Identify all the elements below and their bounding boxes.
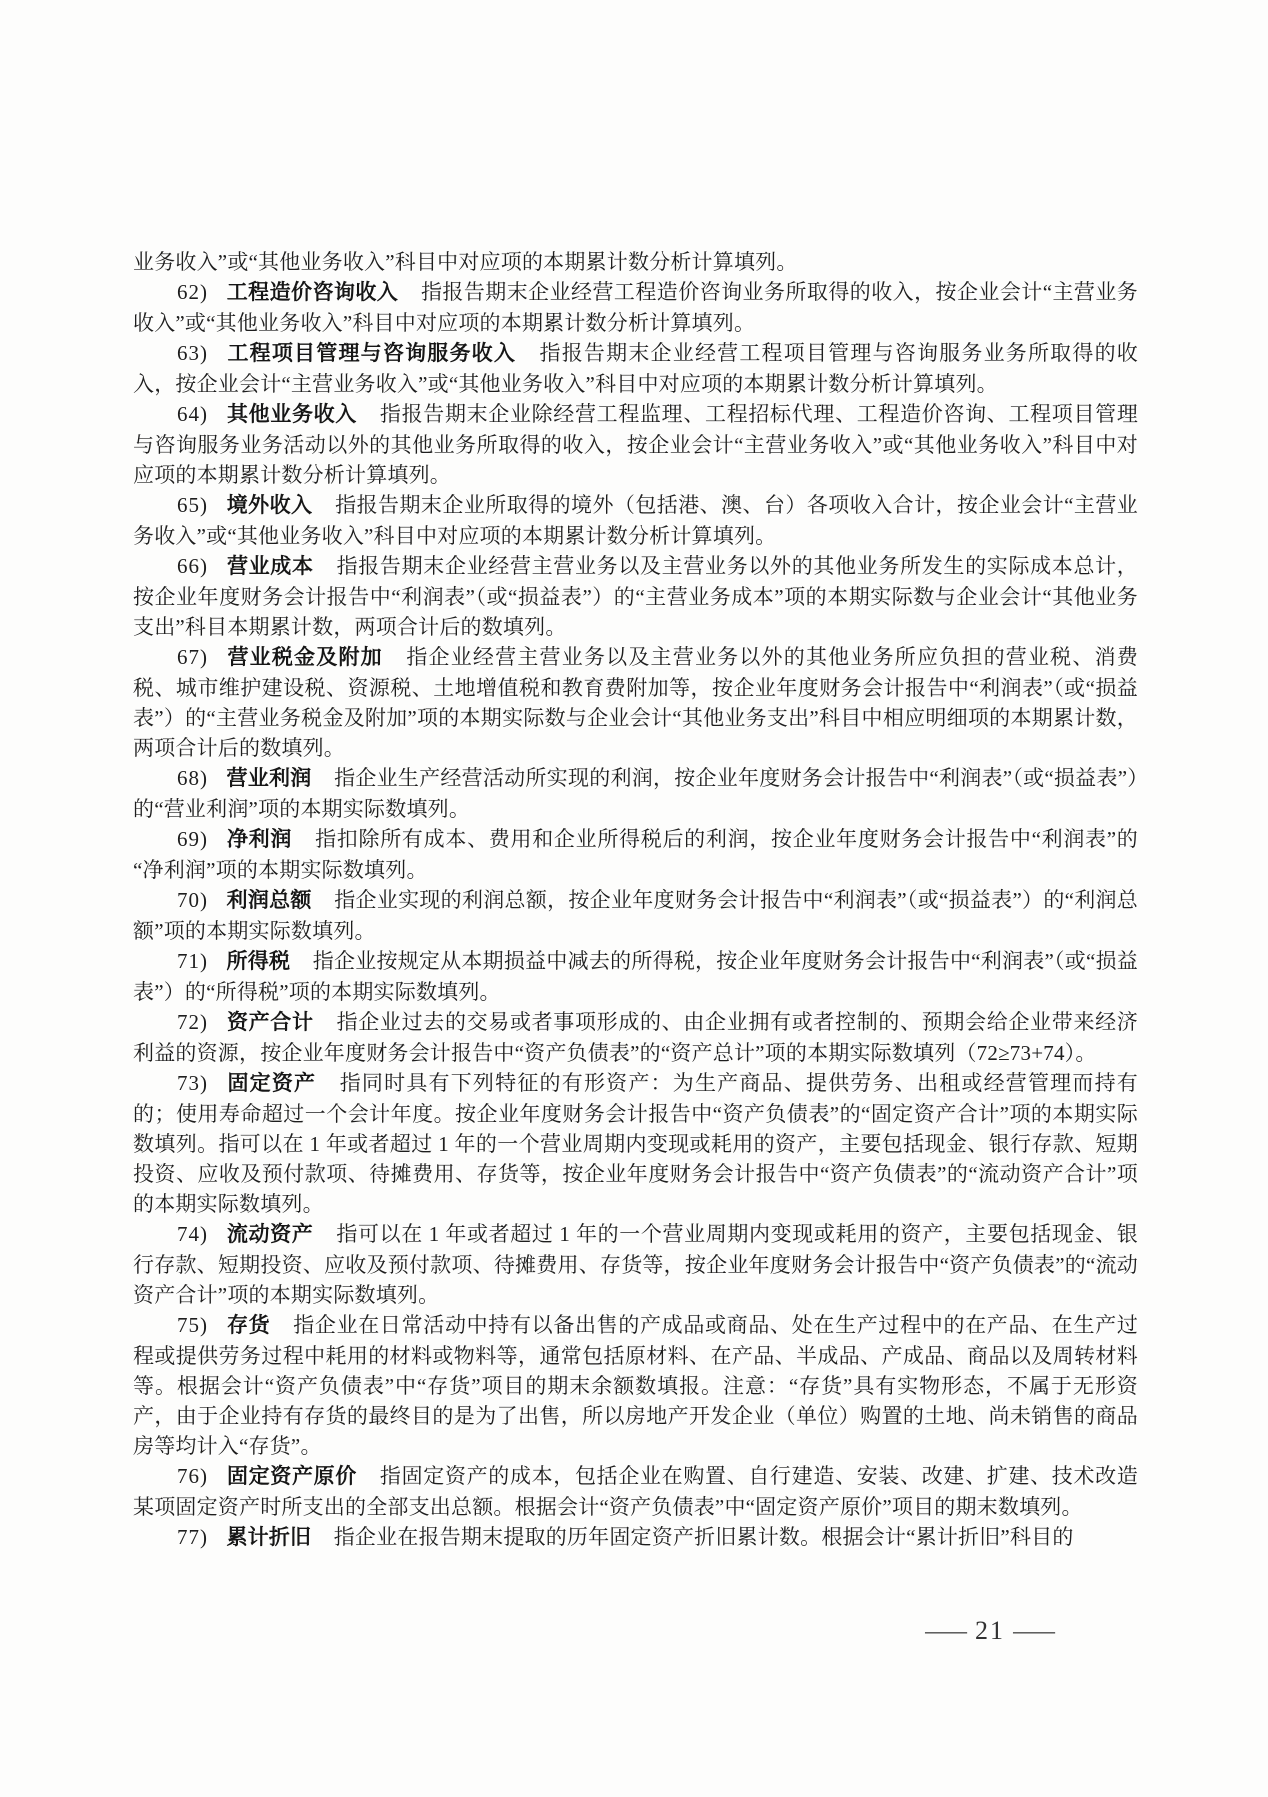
item-definition: 指企业实现的利润总额，按企业年度财务会计报告中“利润表”（或“损益表”）的“利润总额”项的本期实际数填列。 [133, 888, 1139, 943]
definition-item [133, 490, 1138, 551]
item-term: 境外收入 [226, 494, 313, 517]
item-number: 65) [177, 493, 208, 517]
item-number: 69) [177, 827, 208, 851]
item-term: 营业利润 [226, 767, 312, 790]
definition-item [133, 1461, 1138, 1522]
page-footer [905, 1616, 1075, 1646]
definition-item [133, 1310, 1138, 1461]
item-definition: 指可以在 1 年或者超过 1 年的一个营业周期内变现或耗用的资产，主要包括现金、银行存款、短期投资、应收及预付款项、待摊费用、存货等，按企业年度财务会计报告中“资产负债表”的“流动资产合计”项的本期实际数填列。 [133, 1222, 1139, 1307]
footer-dash-left: — [925, 1616, 967, 1645]
definition-item [133, 551, 1138, 642]
item-definition: 指同时具有下列特征的有形资产：为生产商品、提供劳务、出租或经营管理而持有的；使用寿命超过一个会计年度。按企业年度财务会计报告中“资产负债表”的“固定资产合计”项的本期实际数填列。指可以在 1 年或者超过 1 年的一个营业周期内变现或耗用的资产，主要包括现金、银行存款、短期投资、应收及预付款项、待摊费用、存货等，按企业年度财务会计报告中“资产负债表”的“流动资产合计”项的本期实际数填列。 [133, 1071, 1138, 1216]
item-term: 所得税 [226, 950, 291, 973]
item-term: 营业税金及附加 [227, 646, 383, 669]
item-term: 存货 [226, 1314, 271, 1337]
item-definition: 指扣除所有成本、费用和企业所得税后的利润，按企业年度财务会计报告中“利润表”的“净利润”项的本期实际数填列。 [133, 827, 1138, 882]
item-number: 75) [177, 1313, 208, 1337]
item-number: 77) [177, 1525, 208, 1549]
item-definition: 指报告期末企业除经营工程监理、工程招标代理、工程造价咨询、工程项目管理与咨询服务业务活动以外的其他业务所取得的收入，按企业会计“主营业务收入”或“其他业务收入”科目中对应项的本期累计数分析计算填列。 [133, 402, 1139, 487]
item-definition: 指企业按规定从本期损益中减去的所得税，按企业年度财务会计报告中“利润表”（或“损益表”）的“所得税”项的本期实际数填列。 [133, 949, 1139, 1004]
item-term: 营业成本 [226, 555, 314, 578]
item-number: 68) [177, 766, 208, 790]
item-number: 70) [177, 888, 208, 912]
item-term: 资产合计 [226, 1011, 314, 1034]
item-term: 其他业务收入 [226, 403, 357, 426]
item-number: 73) [177, 1071, 208, 1095]
item-definition: 指企业在日常活动中持有以备出售的产成品或商品、处在生产过程中的在产品、在生产过程或提供劳务过程中耗用的材料或物料等，通常包括原材料、在产品、半成品、产成品、商品以及周转材料等。根据会计“资产负债表”中“存货”项目的期末余额数填报。注意：“存货”具有实物形态，不属于无形资产，由于企业持有存货的最终目的是为了出售，所以房地产开发企业（单位）购置的土地、尚未销售的商品房等均计入“存货”。 [133, 1313, 1139, 1458]
item-definition: 指企业生产经营活动所实现的利润，按企业年度财务会计报告中“利润表”（或“损益表”）的“营业利润”项的本期实际数填列。 [133, 766, 1138, 821]
item-term: 工程项目管理与咨询服务收入 [227, 342, 517, 365]
definition-item [133, 1522, 1138, 1553]
continuation-line: 业务收入”或“其他业务收入”科目中对应项的本期累计数分析计算填列。 [133, 250, 798, 274]
definition-item [133, 1219, 1138, 1310]
item-term: 累计折旧 [226, 1526, 312, 1549]
page-number: 21 [975, 1616, 1005, 1645]
item-number: 71) [177, 949, 208, 973]
item-definition: 指报告期末企业经营工程造价咨询业务所取得的收入，按企业会计“主营业务收入”或“其他业务收入”科目中对应项的本期累计数分析计算填列。 [133, 280, 1139, 335]
definition-item [133, 763, 1138, 824]
item-number: 62) [177, 280, 208, 304]
item-definition: 指报告期末企业所取得的境外（包括港、澳、台）各项收入合计，按企业会计“主营业务收入”或“其他业务收入”科目中对应项的本期累计数分析计算填列。 [133, 493, 1139, 548]
item-definition: 指固定资产的成本，包括企业在购置、自行建造、安装、改建、扩建、技术改造某项固定资产时所支出的全部支出总额。根据会计“资产负债表”中“固定资产原价”项目的期末数填列。 [133, 1464, 1139, 1519]
definition-item [133, 946, 1138, 1007]
footer-dash-right: — [1013, 1616, 1055, 1645]
item-term: 固定资产 [227, 1072, 317, 1095]
definition-item [133, 399, 1138, 490]
definition-item [133, 885, 1138, 946]
item-term: 工程造价咨询收入 [226, 281, 399, 304]
definition-item [133, 1068, 1138, 1219]
item-number: 64) [177, 402, 208, 426]
definition-item [133, 824, 1138, 885]
definition-item [133, 642, 1138, 763]
item-definition: 指企业在报告期末提取的历年固定资产折旧累计数。根据会计“累计折旧”科目的 [333, 1525, 1074, 1549]
item-term: 流动资产 [226, 1223, 314, 1246]
definition-item [133, 277, 1138, 338]
item-term: 净利润 [226, 828, 293, 851]
item-number: 76) [177, 1464, 208, 1488]
item-term: 固定资产原价 [226, 1465, 357, 1488]
item-definition: 指报告期末企业经营工程项目管理与咨询服务业务所取得的收入，按企业会计“主营业务收入”或“其他业务收入”科目中对应项的本期累计数分析计算填列。 [133, 341, 1138, 396]
item-number: 72) [177, 1010, 208, 1034]
definition-items-list [133, 277, 1138, 1553]
definition-item [133, 338, 1138, 399]
item-number: 66) [177, 554, 208, 578]
item-number: 67) [177, 645, 208, 669]
item-number: 63) [177, 341, 208, 365]
item-number: 74) [177, 1222, 208, 1246]
item-term: 利润总额 [226, 889, 312, 912]
definition-item [133, 1007, 1138, 1068]
item-definition: 指企业过去的交易或者事项形成的、由企业拥有或者控制的、预期会给企业带来经济利益的资源，按企业年度财务会计报告中“资产负债表”的“资产总计”项的本期实际数填列（72≥73+74）。 [133, 1010, 1139, 1065]
item-definition: 指报告期末企业经营主营业务以及主营业务以外的其他业务所发生的实际成本总计，按企业年度财务会计报告中“利润表”（或“损益表”）的“主营业务成本”项的本期实际数与企业会计“其他业务支出”科目本期累计数，两项合计后的数填列。 [133, 554, 1139, 639]
item-definition: 指企业经营主营业务以及主营业务以外的其他业务所应负担的营业税、消费税、城市维护建设税、资源税、土地增值税和教育费附加等，按企业年度财务会计报告中“利润表”（或“损益表”）的“主营业务税金及附加”项的本期实际数与企业会计“其他业务支出”科目中相应明细项的本期累计数，两项合计后的数填列。 [133, 645, 1138, 760]
definitions-text-block [133, 247, 1138, 1553]
